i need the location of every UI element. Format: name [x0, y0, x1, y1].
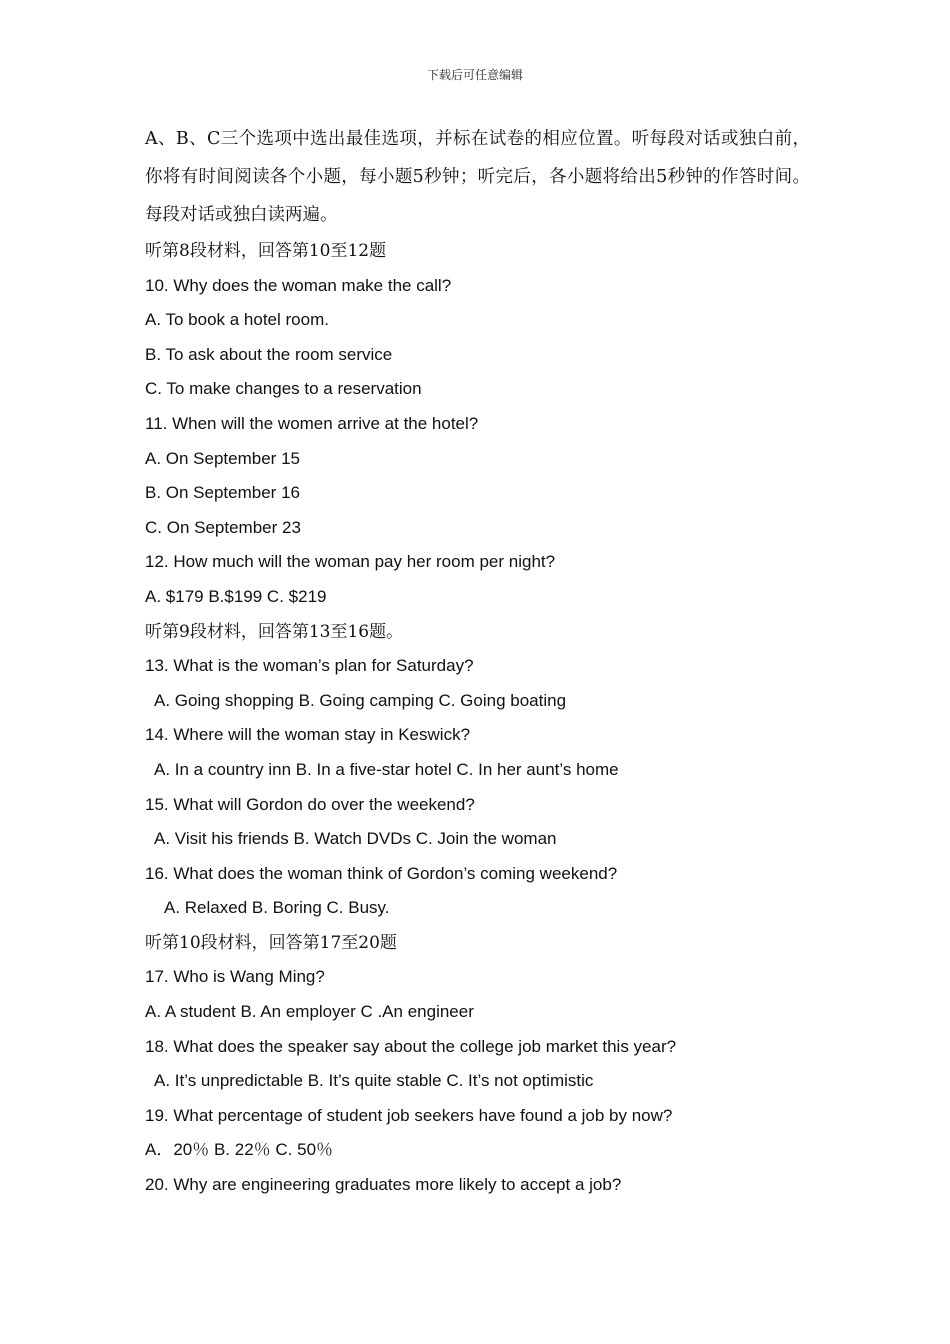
question-17: 17. Who is Wang Ming?: [145, 967, 325, 987]
section-heading-8: 听第8段材料，回答第10至12题: [145, 241, 387, 261]
question-13: 13. What is the woman’s plan for Saturday?: [145, 656, 474, 676]
question-16: 16. What does the woman think of Gordon’s coming weekend?: [145, 863, 618, 883]
instructions-paragraph: A、B、C三个选项中选出最佳选项，并标在试卷的相应位置。听每段对话或独白前，你将有时间阅读各个小题，每小题5秒钟；听完后，各小题将给出5秒钟的作答时间。每段对话或独白读两遍。: [145, 129, 810, 225]
question-18: 18. What does the speaker say about the college job market this year?: [145, 1036, 677, 1056]
question-10-option-c: C. To make changes to a reservation: [145, 379, 422, 399]
question-10-option-a: A. To book a hotel room.: [145, 310, 329, 330]
question-11-option-c: C. On September 23: [145, 517, 301, 537]
question-15-options: A. Visit his friends B. Watch DVDs C. Join the woman: [154, 829, 557, 849]
question-10-option-b: B. To ask about the room service: [145, 344, 393, 364]
question-19-options: A．20％ B. 22％ C. 50％: [145, 1140, 334, 1160]
question-20: 20. Why are engineering graduates more likely to accept a job?: [145, 1175, 622, 1195]
question-12-options: A. $179 B.$199 C. $219: [145, 586, 327, 606]
question-16-options: A. Relaxed B. Boring C. Busy.: [164, 898, 390, 918]
section-heading-10: 听第10段材料，回答第17至20题: [145, 932, 397, 953]
question-12: 12. How much will the woman pay her room per night?: [145, 552, 556, 572]
page-header: 下载后可任意编辑: [426, 68, 523, 82]
question-11: 11. When will the women arrive at the hotel?: [145, 413, 479, 433]
question-17-options: A. A student B. An employer C .An engineer: [145, 1002, 474, 1022]
section-heading-9: 听第9段材料，回答第13至16题。: [145, 621, 404, 642]
question-13-options: A. Going shopping B. Going camping C. Going boating: [154, 690, 567, 710]
question-11-option-a: A. On September 15: [145, 448, 300, 468]
question-18-options: A. It’s unpredictable B. It’s quite stable C. It’s not optimistic: [154, 1071, 594, 1091]
question-14: 14. Where will the woman stay in Keswick?: [145, 725, 471, 745]
question-10: 10. Why does the woman make the call?: [145, 275, 452, 295]
document-body: [145, 120, 810, 1203]
question-14-options: A. In a country inn B. In a five-star hotel C. In her aunt’s home: [154, 759, 619, 779]
question-11-option-b: B. On September 16: [145, 483, 300, 503]
question-15: 15. What will Gordon do over the weekend?: [145, 794, 475, 814]
question-19: 19. What percentage of student job seekers have found a job by now?: [145, 1105, 673, 1125]
